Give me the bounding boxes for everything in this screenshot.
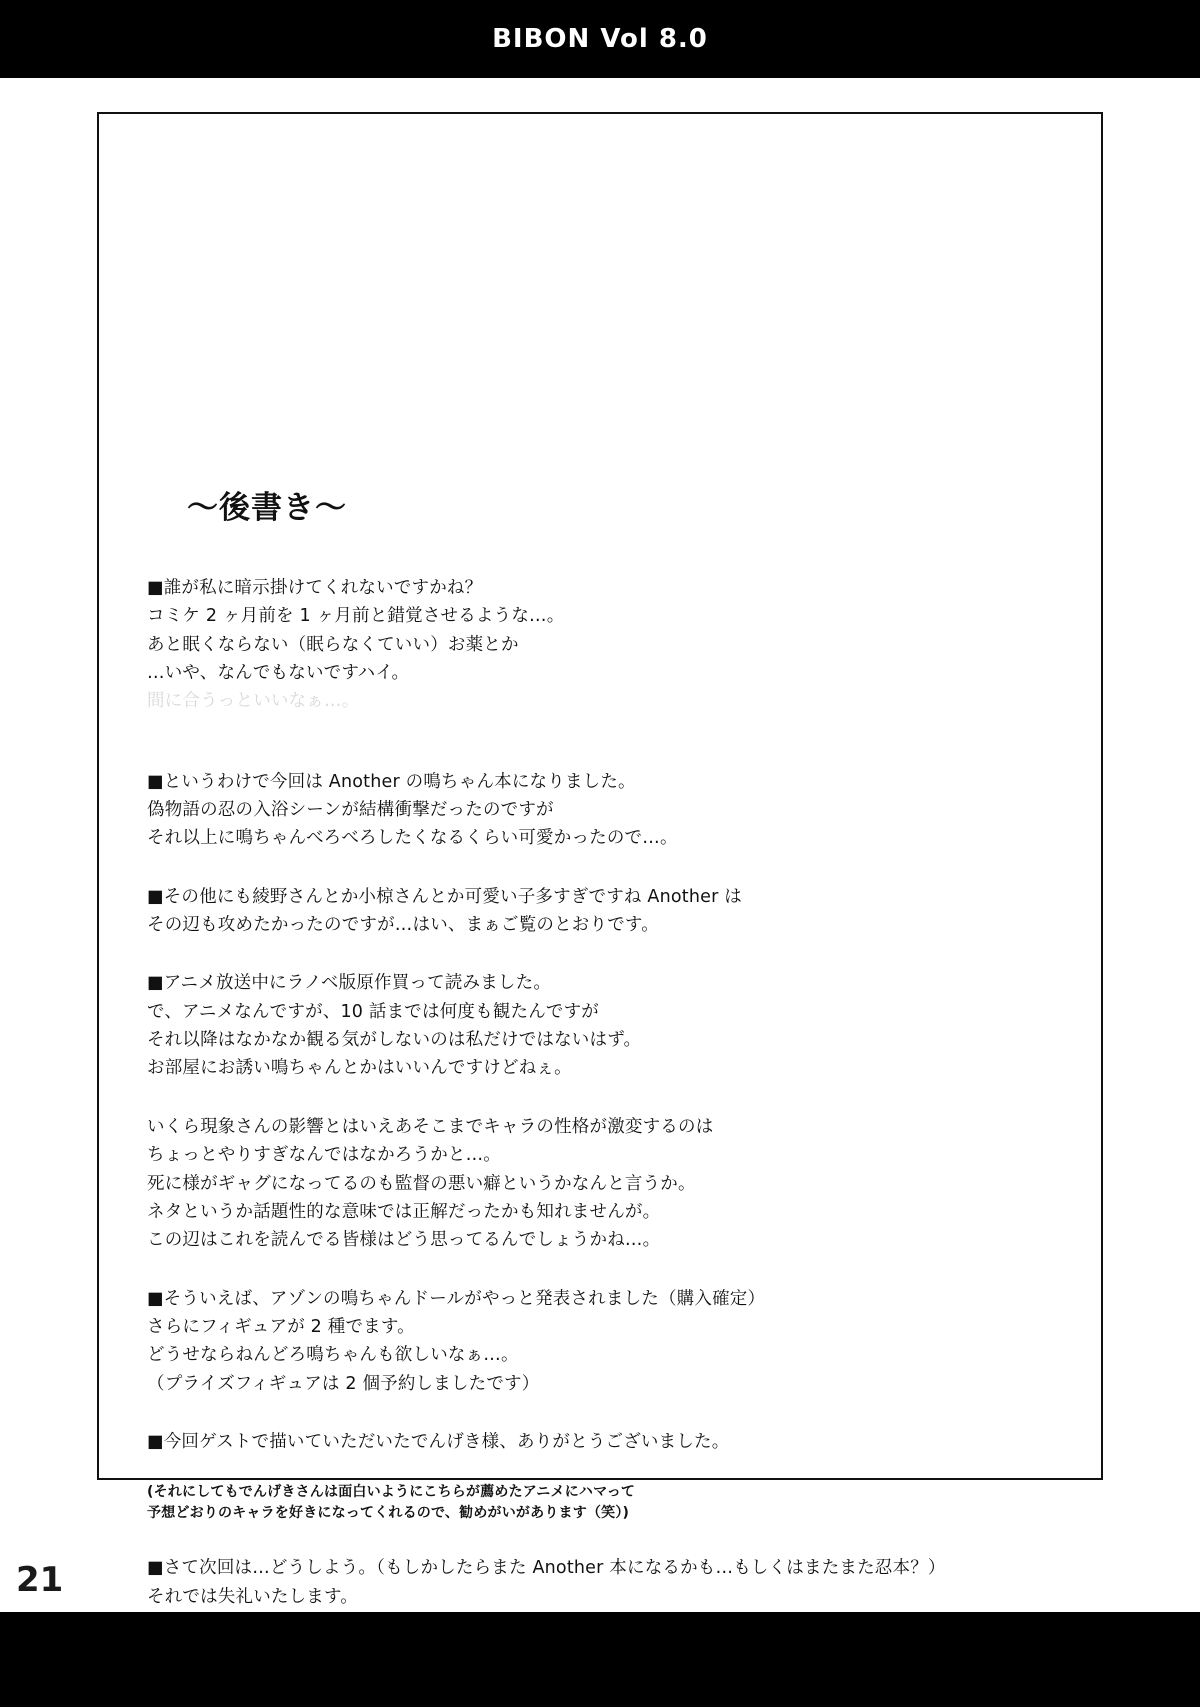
bottom-black-band — [0, 1612, 1200, 1707]
page-number: 21 — [16, 1560, 64, 1600]
text-line: で、アニメなんですが、10 話までは何度も観たんですが — [147, 1001, 600, 1022]
text-line: (それにしてもでんげきさんは面白いようにこちらが薦めたアニメにハマって — [147, 1484, 636, 1501]
text-line: ■さて次回は…どうしよう。（もしかしたらまた Another 本になるかも…もしくはまたまた忍本？） — [147, 1558, 946, 1579]
text-line: ■というわけで今回は Another の鳴ちゃん本になりました。 — [147, 771, 636, 792]
text-line: ■今回ゲストで描いていただいたでんげき様、ありがとうございました。 — [147, 1431, 730, 1452]
text-line: さらにフィギュアが 2 種でます。 — [147, 1316, 415, 1337]
text-line: 予想どおりのキャラを好きになってくれるので、勧めがいがあります（笑）) — [147, 1505, 630, 1522]
paragraph-p4 — [147, 969, 1047, 1082]
text-line: それ以上に鳴ちゃんべろべろしたくなるくらい可愛かったので…。 — [147, 828, 678, 849]
text-line: ちょっとやりすぎなんではなかろうかと…。 — [147, 1145, 501, 1166]
banner-title: BIBON Vol 8.0 — [492, 24, 708, 54]
paragraph-p6 — [147, 1285, 1047, 1398]
banner-badge — [472, 8, 728, 70]
text-line: どうせならねんどろ鳴ちゃんも欲しいなぁ…。 — [147, 1345, 519, 1366]
paragraph-p8 — [147, 1482, 1047, 1524]
text-line-faded: 間に合うっといいなぁ…。 — [147, 691, 360, 712]
paragraph-p1 — [147, 574, 1047, 716]
text-line: それ以降はなかなか観る気がしないのは私だけではないはず。 — [147, 1030, 642, 1051]
text-line: この辺はこれを読んでる皆様はどう思ってるんでしょうかね…。 — [147, 1230, 661, 1251]
paragraph-p7 — [147, 1428, 1047, 1456]
text-line: いくら現象さんの影響とはいえあそこまでキャラの性格が激変するのは — [147, 1116, 714, 1137]
text-line: 死に様がギャグになってるのも監督の悪い癖というかなんと言うか。 — [147, 1173, 696, 1194]
paragraph-p5 — [147, 1113, 1047, 1255]
text-line: ネタというか話題性的な意味では正解だったかも知れませんが。 — [147, 1201, 661, 1222]
content-frame — [97, 112, 1103, 1607]
text-line: ■その他にも綾野さんとか小椋さんとか可愛い子多すぎですね Another は — [147, 886, 742, 907]
afterword-heading: ～後書き～ — [187, 490, 347, 526]
paragraph-p3 — [147, 883, 1047, 940]
text-line: コミケ 2 ヶ月前を 1 ヶ月前と錯覚させるような…。 — [147, 606, 565, 627]
afterword-body — [147, 574, 1047, 1706]
paragraph-p2 — [147, 768, 1047, 853]
text-line: 偽物語の忍の入浴シーンが結構衝撃だったのですが — [147, 800, 554, 821]
paragraph-spacer — [147, 746, 1047, 768]
text-line: あと眠くならない（眠らなくていい）お薬とか — [147, 634, 519, 655]
text-line: ■アニメ放送中にラノベ版原作買って読みました。 — [147, 973, 552, 994]
text-line: ■誰が私に暗示掛けてくれないですかね？ — [147, 578, 483, 598]
text-line: （プライズフィギュアは 2 個予約しましたです） — [147, 1373, 540, 1394]
text-line: お部屋にお誘い鳴ちゃんとかはいいんですけどねぇ。 — [147, 1058, 572, 1079]
text-line: …いや、なんでもないですハイ。 — [147, 663, 410, 684]
paragraph-p9 — [147, 1554, 1047, 1611]
text-line: それでは失礼いたします。 — [147, 1586, 358, 1607]
text-line: ■そういえば、アゾンの鳴ちゃんドールがやっと発表されました（購入確定） — [147, 1288, 766, 1309]
text-line: その辺も攻めたかったのですが…はい、まぁご覧のとおりです。 — [147, 915, 659, 936]
